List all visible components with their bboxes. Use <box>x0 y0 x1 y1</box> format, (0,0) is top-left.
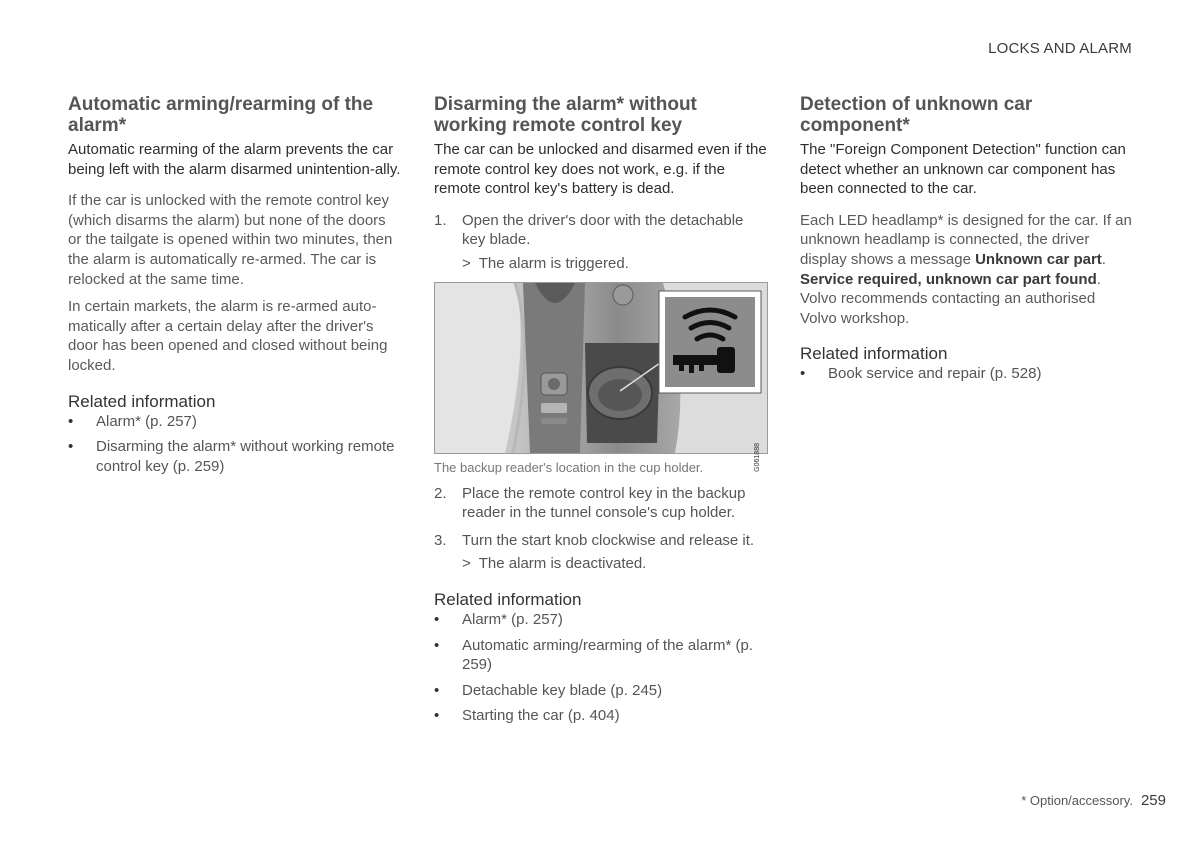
step-item <box>434 531 768 574</box>
step-text: Place the remote control key in the backup reader in the tunnel console's cup holder. <box>462 484 746 522</box>
step-number: 1. <box>434 211 447 229</box>
heading-unknown-component: Detection of unknown car component* <box>800 94 1033 136</box>
related-link-key-blade[interactable]: • Detachable key blade (p. 245) <box>434 681 768 701</box>
related-link-alarm[interactable]: • Alarm* (p. 257) <box>434 610 768 630</box>
body-text: Each LED headlamp* is designed for the car. If an unknown headlamp is connected, the driver display shows a message <box>800 211 1132 268</box>
body-text: . Volvo recommends contacting an authorised Volvo workshop. <box>800 270 1101 327</box>
heading-automatic-arming: Automatic arming/rearming of the alarm* <box>68 94 374 136</box>
body-paragraph: If the car is unlocked with the remote control key (which disarms the alarm) but none of the doors or the tailgate is opened within two minutes, then the alarm is automatically re-armed. The car is relocked at the same time. <box>68 192 393 288</box>
result-text: The alarm is deactivated. <box>478 555 647 573</box>
page-footer <box>1021 792 1166 809</box>
body-paragraph <box>800 211 1134 329</box>
step-result <box>462 254 768 274</box>
result-text: The alarm is triggered. <box>478 254 629 272</box>
section-header: LOCKS AND ALARM <box>988 40 1132 57</box>
column-disarming <box>434 94 768 732</box>
column-automatic-arming <box>68 94 402 482</box>
related-list <box>434 610 768 726</box>
footnote: * Option/accessory. <box>1021 793 1133 808</box>
related-information-heading: Related information <box>68 391 216 411</box>
related-information-heading: Related information <box>434 589 582 609</box>
display-message-unknown-part: Unknown car part <box>975 250 1102 268</box>
figure-caption: The backup reader's location in the cup holder. <box>434 459 704 475</box>
related-link-book-service[interactable]: • Book service and repair (p. 528) <box>800 364 1134 384</box>
related-link-disarming[interactable]: • Disarming the alarm* without working remote control key (p. 259) <box>68 437 402 476</box>
related-link-automatic-arming[interactable]: • Automatic arming/rearming of the alarm* (p. 259) <box>434 636 768 675</box>
lead-paragraph: The car can be unlocked and disarmed even if the remote control key does not work, e.g. if the remote control key's battery is dead. <box>434 141 767 198</box>
step-item <box>434 211 768 274</box>
step-number: 3. <box>434 531 447 549</box>
steps-list <box>434 484 768 574</box>
step-item <box>434 484 768 523</box>
steps-list <box>434 211 768 274</box>
heading-disarming: Disarming the alarm* without working remote control key <box>434 94 697 136</box>
step-number: 2. <box>434 484 447 502</box>
body-text: . <box>1101 250 1106 268</box>
step-result <box>462 554 768 574</box>
page-number: 259 <box>1140 792 1166 809</box>
related-link-starting-car[interactable]: • Starting the car (p. 404) <box>434 706 768 726</box>
result-marker: > <box>462 254 471 272</box>
related-information-heading: Related information <box>800 344 948 364</box>
display-message-service-required: Service required, unknown car part found <box>800 270 1097 288</box>
lead-paragraph: The "Foreign Component Detection" function can detect whether an unknown car component has been connected to the car. <box>800 141 1126 198</box>
lead-paragraph: Automatic rearming of the alarm prevents the car being left with the alarm disarmed unintention-ally. <box>68 141 401 178</box>
related-list <box>68 412 402 477</box>
body-paragraph: In certain markets, the alarm is re-armed auto-matically after a certain delay after the driver's door has been opened and closed without being locked. <box>68 298 388 374</box>
step-text: Turn the start knob clockwise and release it. <box>462 531 755 549</box>
column-unknown-component <box>800 94 1134 390</box>
related-list <box>800 364 1134 384</box>
figure-code: G061888 <box>754 442 761 472</box>
step-text: Open the driver's door with the detachable key blade. <box>462 211 744 249</box>
related-link-alarm[interactable]: • Alarm* (p. 257) <box>68 412 402 432</box>
result-marker: > <box>462 555 471 573</box>
